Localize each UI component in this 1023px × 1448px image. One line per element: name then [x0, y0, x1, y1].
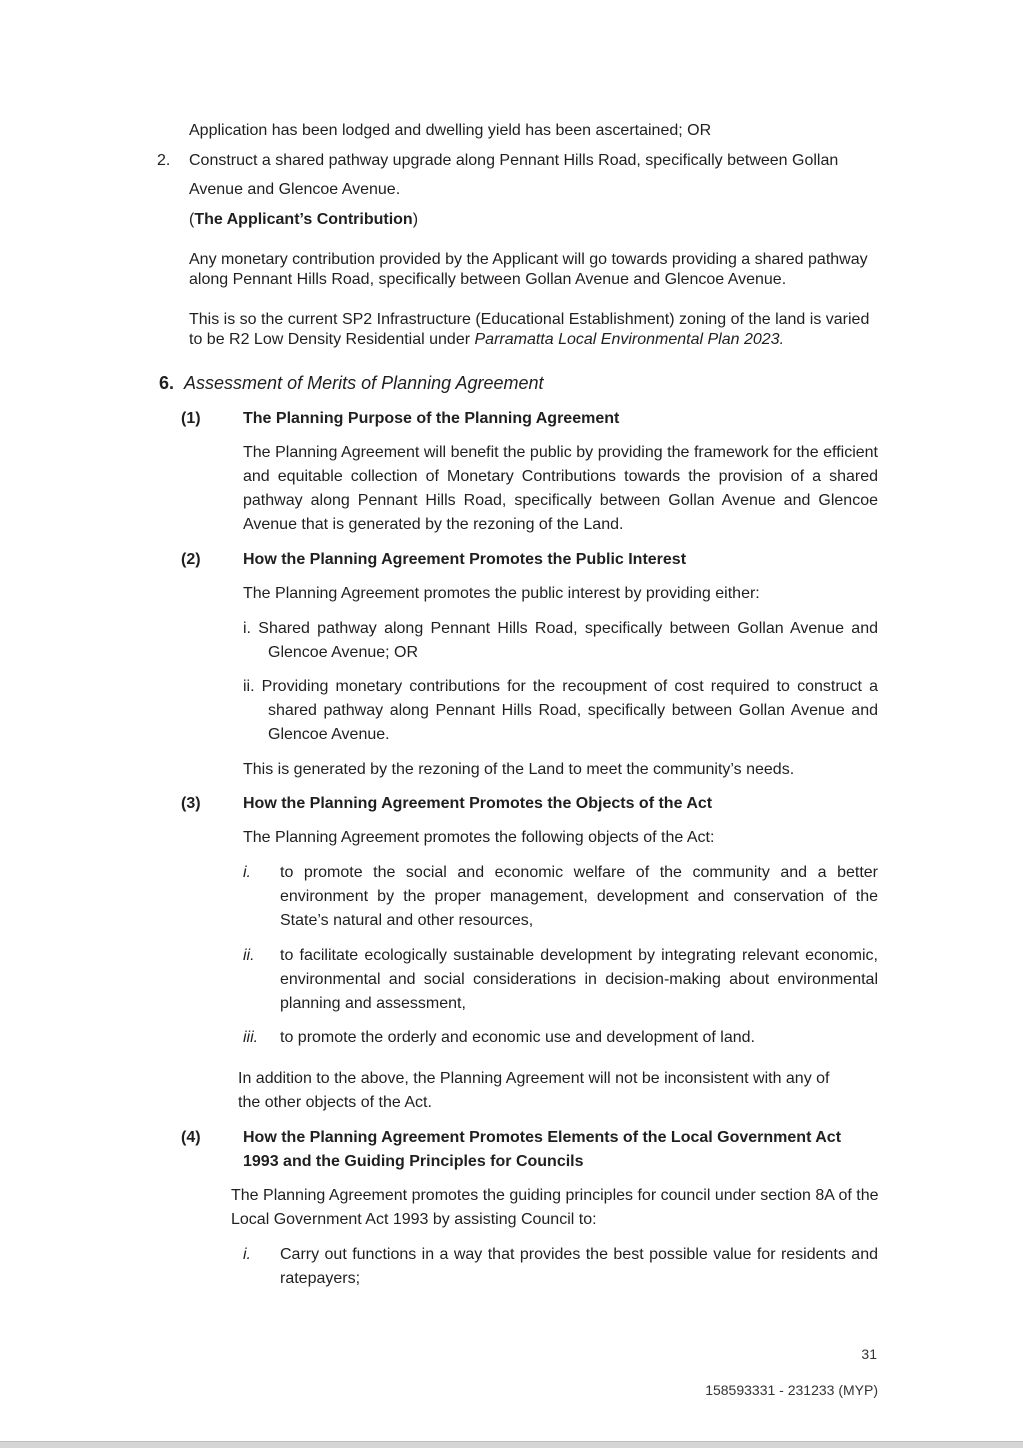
subsection-label: (4) — [181, 1129, 201, 1146]
list-number: 2. — [157, 152, 171, 169]
list-item: to facilitate ecologically sustainable development by integrating relevant economic, environmental and social considerations in decision-making about environmental planning and assessment, — [280, 947, 878, 1012]
list-item: i. Shared pathway along Pennant Hills Road, specifically between Gollan Avenue and Glencoe Avenue; OR — [243, 620, 878, 661]
subsection-label: (2) — [181, 551, 201, 568]
public-interest-closing: This is generated by the rezoning of the Land to meet the community’s needs. — [243, 761, 795, 778]
page-number: 31 — [861, 1346, 877, 1362]
subsection-label: (1) — [181, 410, 201, 427]
objects-closing: In addition to the above, the Planning Agreement will not be inconsistent with any of the other objects of the Act. — [238, 1070, 830, 1111]
list-item: to promote the orderly and economic use and development of land. — [280, 1029, 755, 1046]
monetary-contribution-paragraph: Any monetary contribution provided by the Applicant will go towards providing a shared pathway along Pennant Hills Road, specifically between Gollan Avenue and Glencoe Avenue. — [189, 251, 868, 288]
document-reference: 158593331 - 231233 (MYP) — [705, 1382, 878, 1398]
subsection-heading: How the Planning Agreement Promotes Elements of the Local Government Act 1993 and the Guiding Principles for Councils — [243, 1129, 842, 1170]
subsection-heading: How the Planning Agreement Promotes the Public Interest — [243, 551, 687, 568]
list-item: Carry out functions in a way that provides the best possible value for residents and ratepayers; — [280, 1246, 878, 1287]
planning-purpose-paragraph: The Planning Agreement will benefit the public by providing the framework for the efficient and equitable collection of Monetary Contributions towards the provision of a shared pathway along Pennant Hills Road, specifically between Gollan Avenue and Glencoe Avenue that is generated by the rezoning of the Land. — [243, 444, 878, 533]
list-item-text: Construct a shared pathway upgrade along Pennant Hills Road, specifically between Gollan — [189, 152, 839, 169]
list-item: ii. Providing monetary contributions for the recoupment of cost required to construct a shared pathway along Pennant Hills Road, specifically between Gollan Avenue and Glencoe Avenue. — [243, 678, 878, 743]
subsection-label: (3) — [181, 795, 201, 812]
roman-numeral: i. — [243, 864, 251, 881]
defined-term: (The Applicant’s Contribution) — [189, 211, 419, 228]
section-heading: 6. Assessment of Merits of Planning Agreement — [159, 373, 544, 393]
list-item: to promote the social and economic welfare of the community and a better environment by the proper management, development and conservation of the State’s natural and other resources, — [280, 864, 878, 929]
zoning-paragraph: This is so the current SP2 Infrastructure (Educational Establishment) zoning of the land is varied to be R2 Low Density Residential under Parramatta Local Environmental Plan 2023. — [189, 311, 870, 348]
roman-numeral: iii. — [243, 1029, 259, 1046]
public-interest-intro: The Planning Agreement promotes the public interest by providing either: — [243, 585, 760, 602]
list-item-text-continued: Avenue and Glencoe Avenue. — [189, 181, 401, 198]
objects-intro: The Planning Agreement promotes the following objects of the Act: — [243, 829, 715, 846]
guiding-principles-intro: The Planning Agreement promotes the guiding principles for council under section 8A of the Local Government Act 1993 by assisting Council to: — [231, 1187, 879, 1228]
carryover-line: Application has been lodged and dwelling yield has been ascertained; OR — [189, 122, 712, 139]
subsection-heading: How the Planning Agreement Promotes the Objects of the Act — [243, 795, 713, 812]
roman-numeral: i. — [243, 1246, 251, 1263]
subsection-heading: The Planning Purpose of the Planning Agreement — [243, 410, 620, 427]
roman-numeral: ii. — [243, 947, 255, 964]
